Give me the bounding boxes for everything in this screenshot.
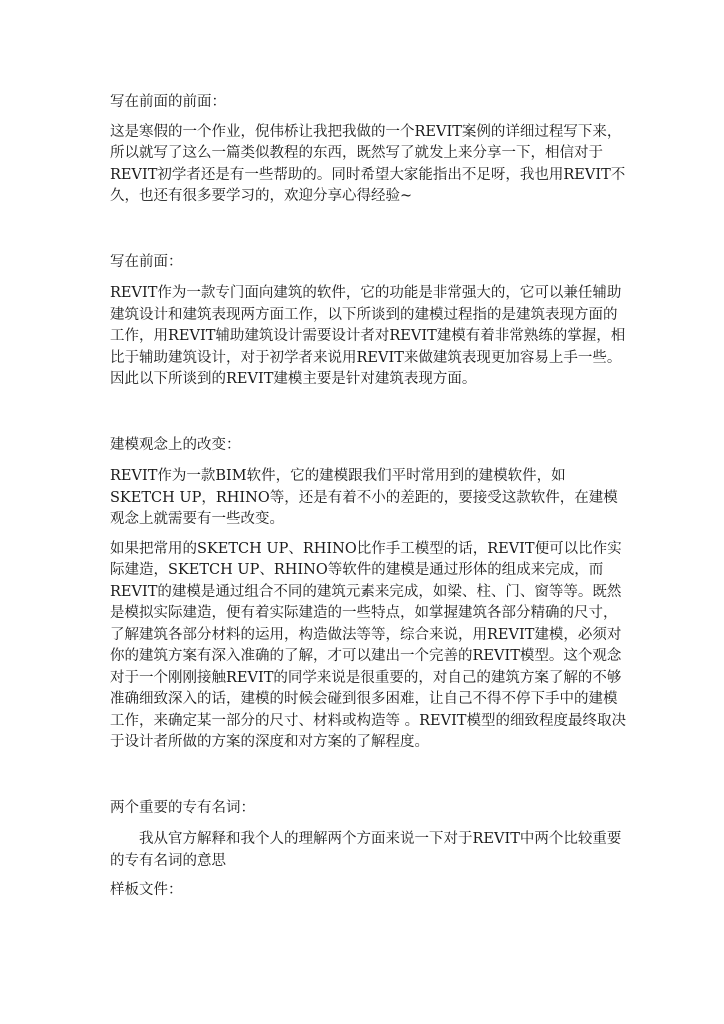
section-heading-modeling-concept: 建模观念上的改变：	[110, 436, 241, 453]
spacer	[110, 456, 630, 466]
paragraph-modeling-concept-2: 如果把常用的SKETCH UP、RHINO比作手工模型的话，REVIT便可以比作实际建造，SKETCH UP、RHINO等软件的建模是通过形体的组成来完成，而REVIT的建模是通过组合不同的建筑元素来完成，如梁、柱、门、窗等等。既然是模拟实际建造，便有着实际建造的一些特点，如掌握建筑各部分精确的尺寸，了解建筑各部分材料的运用，构造做法等等，综合来说，用REVIT建模，必须对你的建筑方案有深入准确的了解，才可以建出一个完善的REVIT模型。这个观念对于一个刚刚接触REVIT的同学来说是很重要的，对自己的建筑方案了解的不够准确细致深入的话，建模的时候会碰到很多困难，让自己不得不停下手中的建模工作，来确定某一部分的尺寸、材料或构造等 。REVIT模型的细致程度最终取决于设计者所做的方案的深度和对方案的了解程度。	[110, 540, 626, 750]
paragraph-preface: REVIT作为一款专门面向建筑的软件，它的功能是非常强大的，它可以兼任辅助建筑设计和建筑表现两方面工作，以下所谈到的建模过程指的是建筑表现方面的工作，用REVIT辅助建筑设计需要设计者对REVIT建模有着非常熟练的掌握，相比于辅助建筑设计，对于初学者来说用REVIT来做建筑表现更加容易上手一些。因此以下所谈到的REVIT建模主要是针对建筑表现方面。	[110, 285, 626, 387]
spacer	[110, 114, 630, 122]
section-heading-preface-before: 写在前面的前面：	[110, 94, 226, 110]
section-heading-template-file: 样板文件：	[110, 882, 183, 898]
spacer	[110, 391, 630, 435]
spacer	[110, 531, 630, 539]
section-heading-terms: 两个重要的专有名词：	[110, 799, 255, 816]
spacer	[110, 754, 630, 798]
spacer	[110, 872, 630, 880]
spacer	[110, 208, 630, 252]
spacer	[110, 273, 630, 283]
paragraph-preface-before: 这是寒假的一个作业，倪伟桥让我把我做的一个REVIT案例的详细过程写下来，所以就写了这么一篇类似教程的东西，既然写了就发上来分享一下，相信对于REVIT初学者还是有一些帮助的。同时希望大家能指出不足呀，我也用REVIT不久，也还有很多要学习的，欢迎分享心得经验~	[110, 123, 626, 204]
paragraph-terms: 我从官方解释和我个人的理解两个方面来说一下对于REVIT中两个比较重要的专有名词的意思	[110, 831, 622, 869]
paragraph-modeling-concept-1: REVIT作为一款BIM软件，它的建模跟我们平时常用到的建模软件，如SKETCH UP，RHINO等，还是有着不小的差距的，要接受这款软件，在建模观念上就需要有一些改变。	[110, 468, 618, 527]
spacer	[110, 819, 630, 829]
document-page	[110, 92, 630, 902]
section-heading-preface: 写在前面：	[110, 253, 183, 270]
